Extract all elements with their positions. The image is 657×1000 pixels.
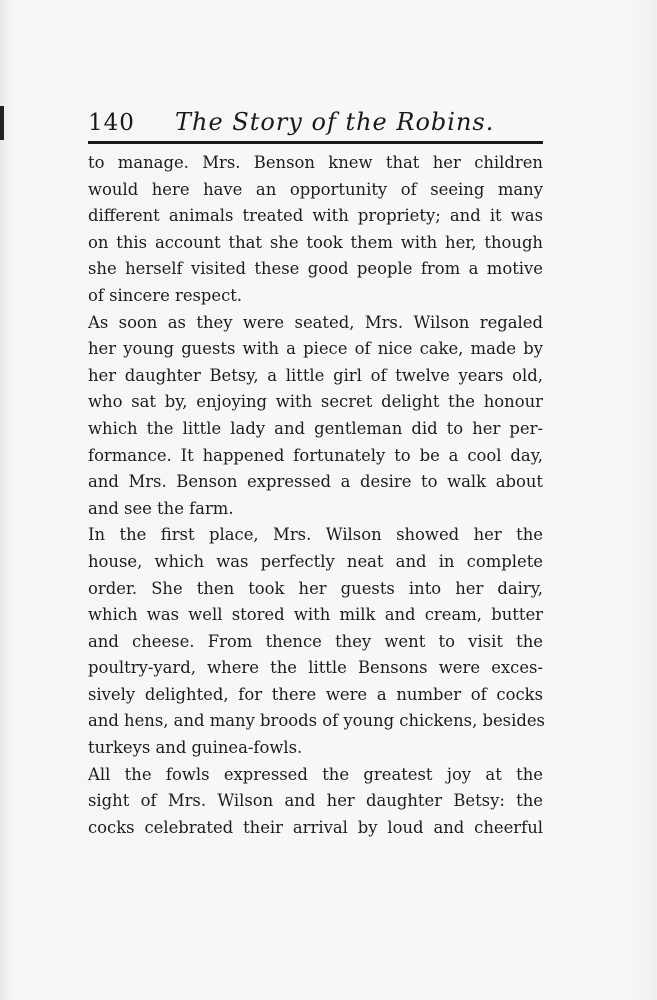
body-text (88, 150, 543, 841)
page-header (88, 104, 543, 144)
text-line: and hens, and many broods of young chickens, besides (88, 711, 545, 731)
text-line: house, which was perfectly neat and in complete (88, 551, 543, 571)
text-line: poultry-yard, where the little Bensons were exces- (88, 658, 543, 678)
text-line: turkeys and guinea-fowls. (88, 738, 303, 758)
text-line: cocks celebrated their arrival by loud and cheerful (88, 817, 543, 837)
text-line: and see the farm. (88, 498, 234, 518)
text-line: her young guests with a piece of nice cake, made by (88, 339, 543, 359)
text-line: she herself visited these good people from a motive (88, 259, 543, 279)
binding-edge-mark (0, 106, 4, 140)
text-line: to manage. Mrs. Benson knew that her children (88, 153, 543, 172)
text-line: different animals treated with propriety; and it was (88, 206, 543, 226)
running-title: The Story of the Robins. (175, 108, 495, 136)
text-line: who sat by, enjoying with secret delight the honour (88, 392, 543, 412)
text-line: would here have an opportunity of seeing many (88, 179, 543, 199)
text-line: which was well stored with milk and cream, butter (88, 605, 543, 625)
text-line: on this account that she took them with her, though (88, 232, 543, 252)
text-line: her daughter Betsy, a little girl of twelve years old, (88, 365, 543, 385)
text-line: In the first place, Mrs. Wilson showed her the (88, 525, 543, 545)
text-line: and Mrs. Benson expressed a desire to walk about (88, 472, 543, 492)
text-line: of sincere respect. (88, 285, 243, 305)
page-number: 140 (88, 110, 135, 136)
text-line: and cheese. From thence they went to visit the (88, 631, 543, 651)
text-line: All the fowls expressed the greatest joy at the (88, 764, 543, 784)
text-line: As soon as they were seated, Mrs. Wilson regaled (88, 312, 543, 332)
text-line: which the little lady and gentleman did to her per- (88, 418, 543, 438)
text-line: order. She then took her guests into her dairy, (88, 578, 543, 598)
text-line: sight of Mrs. Wilson and her daughter Betsy: the (88, 791, 543, 811)
text-line: sively delighted, for there were a number of cocks (88, 684, 543, 704)
header-rule (88, 141, 543, 144)
text-line: formance. It happened fortunately to be a cool day, (88, 445, 543, 465)
